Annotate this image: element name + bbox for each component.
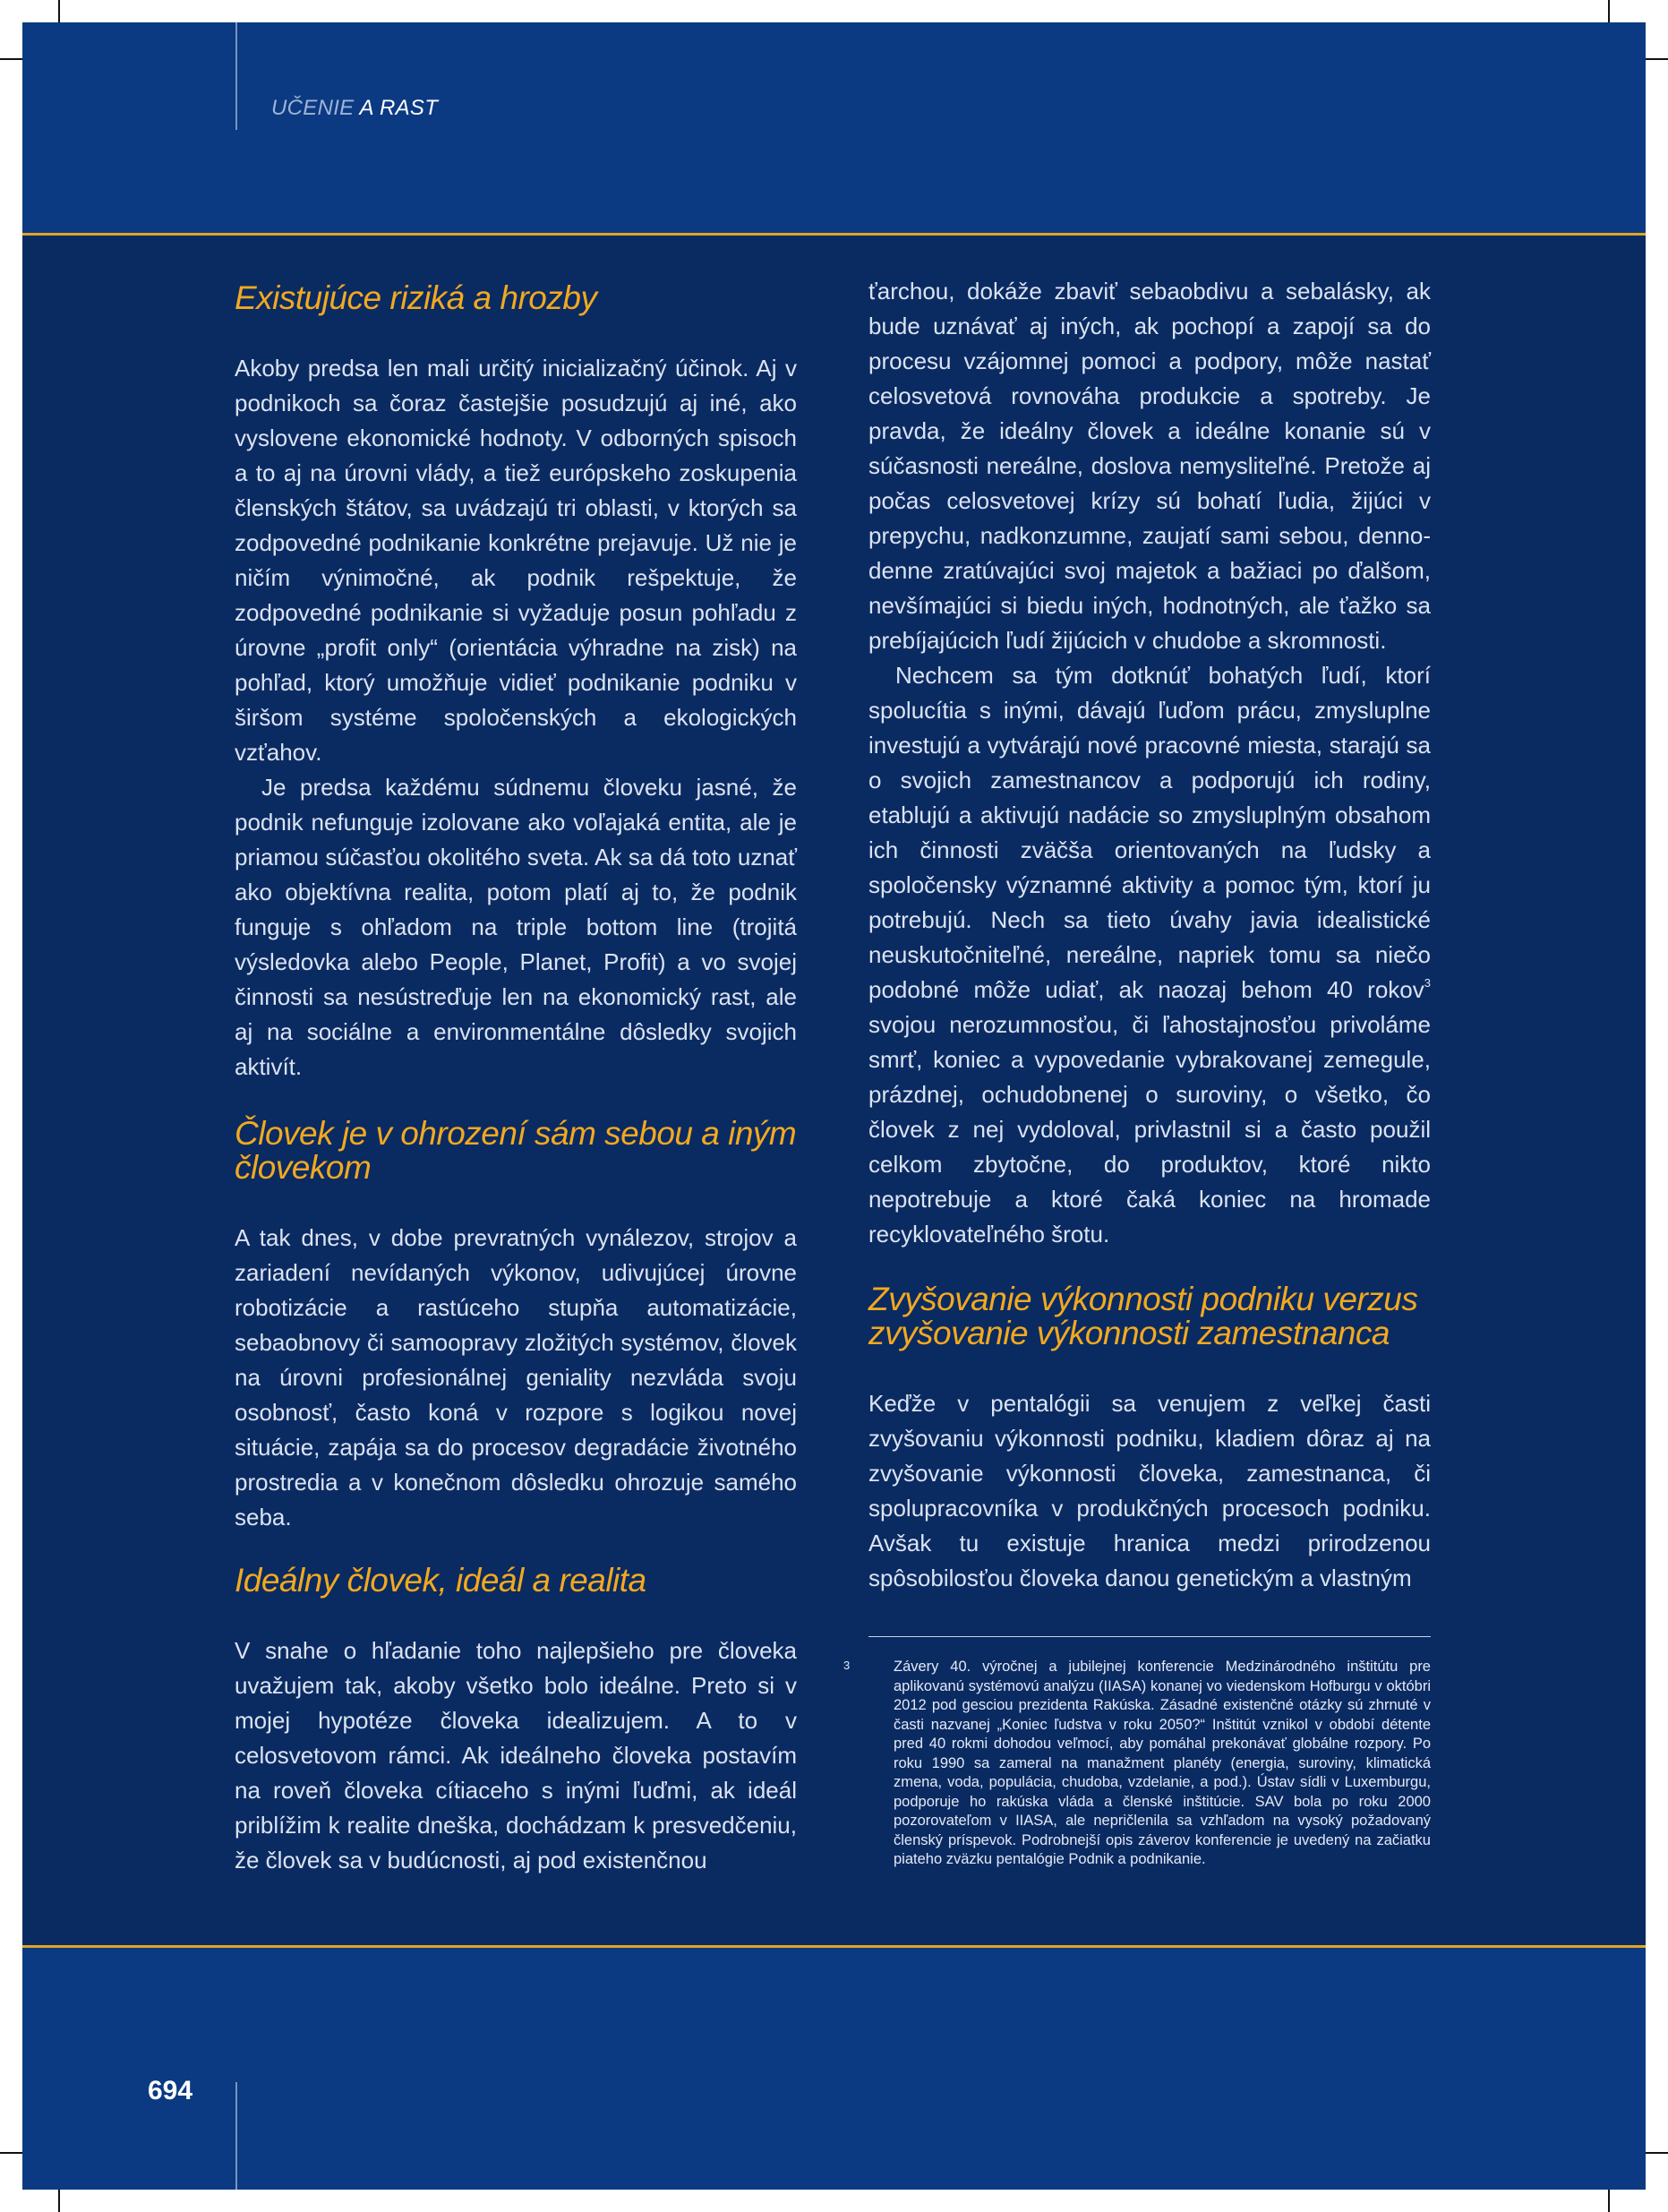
footnote-reference[interactable]: 3 xyxy=(1424,976,1431,990)
paragraph: Akoby predsa len mali určitý inicializačný účinok. Aj v podnikoch sa čoraz častejšie posudzujú aj iné, ako vyslovene ekonomické hodnoty. V odborných spisoch a to aj na úrovni vlády, a tiež európskeho zoskupenia členských štátov, sa uvádzajú tri oblasti, v ktorých sa zodpovedné podnikanie konkrétne prejavuje. Už nie je ničím výnimočné, ak podnik rešpektuje, že zodpovedné podnikanie si vyžaduje posun pohľadu z úrovne „profit only“ (orientácia výhradne na zisk) na pohľad, ktorý umožňuje vidieť podnikanie podniku v širšom systéme spoločenských a ekologických vzťahov. xyxy=(235,355,797,766)
page-number: 694 xyxy=(148,2076,193,2105)
heading-man-in-danger: Človek je v ohrození sám sebou a iným človekom xyxy=(235,1115,797,1186)
paragraph xyxy=(868,658,1431,1252)
footnote-number: 3 xyxy=(843,1659,851,1672)
heading-ideal-man: Ideálny človek, ideál a realita xyxy=(235,1562,646,1599)
header-rule xyxy=(235,22,237,130)
footnote xyxy=(843,1658,1431,1870)
paragraph: Je predsa každému súdnemu človeku jasné, že podnik nefunguje izolovane ako voľajaká entita, ale je priamou súčasťou okolitého sveta. Ak sa dá toto uznať ako objektívna realita, potom platí aj to, že podnik funguje s ohľadom na triple bottom line (trojitá výsledovka alebo People, Planet, Profit) a vo svojej činnosti sa nesústreďuje len na ekonomický rast, ale aj na sociálne a environmentálne dôsledky svojich aktivít. xyxy=(235,774,797,1080)
footnote-divider xyxy=(868,1636,1431,1637)
paragraph: ťarchou, dokáže zbaviť sebaobdivu a sebalásky, ak bude uznávať aj iných, ak pochopí a zapojí sa do procesu vzájomnej pomoci a podpory, môže nastať celosvetová rovnováha produkcie a spotreby. Je pravda, že ideálny človek a ideálne konanie sú v súčasnosti nereálne, doslova nemysliteľné. Pretože aj počas celosvetovej krízy sú bohatí ľudia, žijúci v prepychu, nadkonzumne, zaujatí sami sebou, denno-denne zratúvajúci svoj majetok a bažiaci po ďalšom, nevšímajúci si biedu iných, hodnotných, ale ťažko sa prebíjajúcich ľudí žijúcich v chudobe a skromnosti. xyxy=(868,278,1431,654)
footer-band xyxy=(22,1948,1646,2190)
paragraph: A tak dnes, v dobe prevratných vynálezov, strojov a zariadení nevídaných výkonov, udivujúcej úrovne robotizácie a rastúceho stupňa automatizácie, sebaobnovy či samoopravy zložitých systémov, človek na úrovni profesionálnej geniality nezvláda svoju osobnosť, často koná v rozpore s logikou novej situácie, zapája sa do procesov degradácie životného prostredia a v konečnom dôsledku ohrozuje samého seba. xyxy=(235,1224,797,1530)
running-header-part1: UČENIE xyxy=(271,96,355,120)
header-band xyxy=(22,22,1646,233)
page xyxy=(22,22,1646,2190)
running-header-part2: A RAST xyxy=(354,96,439,120)
footnote-text: Závery 40. výročnej a jubilejnej konferencie Medzinárodného inštitútu pre aplikovanú systémovú analýzu (IIASA) konanej vo viedenskom Hofburgu v októbri 2012 pod gesciou prezidenta Rakúska. Zásadné existenčné otázky sú zhrnuté v časti nazvanej „Koniec ľudstva v roku 2050?“ Inštitút vznikol v období détente pred 40 rokmi dohodou veľmocí, aby pomáhal prekonávať globálne rozpory. Po roku 1990 sa zameral na manažment planéty (energia, suroviny, klimatická zmena, voda, populácia, chudoba, vzdelanie, a pod.). Ústav sídli v Luxemburgu, podporuje ho rakúska vláda a členské inštitúcie. SAV bola po roku 2000 pozorovateľom v IIASA, ale nepričlenila sa vzhľadom na vysoký požadovaný členský príspevok. Podrobnejší opis záverov konferencie je uvedený na začiatku piateho zväzku pentalógie Podnik a podnikanie. xyxy=(894,1659,1431,1867)
footer-rule xyxy=(235,2082,237,2190)
left-column xyxy=(235,278,797,1878)
heading-performance: Zvyšovanie výkonnosti podniku verzus zvyšovanie výkonnosti zamestnanca xyxy=(868,1281,1418,1351)
paragraph-text: svojou nerozumnosťou, či ľahostajnosťou privoláme smrť, koniec a vypovedanie vybrakovanej zemegule, prázdnej, ochudobnenej o suroviny, o všetko, čo človek z nej vydoloval, privlastnil si a často použil celkom zbytočne, do produktov, ktoré nikto nepotrebuje a ktoré čaká koniec na hromade recyklovateľného šrotu. xyxy=(868,1011,1431,1247)
heading-existing-risks: Existujúce riziká a hrozby xyxy=(235,279,597,316)
paragraph-text: Nechcem sa tým dotknúť bohatých ľudí, ktorí spolucítia s inými, dávajú ľuďom prácu, zmysluplne investujú a vytvárajú nové pracovné miesta, starajú sa o svojich zamestnancov a podporujú ich rodiny, etablujú a aktivujú nadácie so zmysluplným obsahom ich činnosti zväčša orientovaných na ľudsky a spoločensky významné aktivity a pomoc tým, ktorí ju potrebujú. Nech sa tieto úvahy javia idealistické neuskutočniteľné, nereálne, napriek tomu sa niečo podobné môže udiať, ak naozaj behom 40 rokov xyxy=(868,662,1431,1003)
right-column xyxy=(868,278,1431,1596)
paragraph: V snahe o hľadanie toho najlepšieho pre človeka uvažujem tak, akoby všetko bolo ideálne. Preto si v mojej hypotéze človeka idealizujem. A to v celosvetovom rámci. Ak ideálneho človeka postavím na roveň človeka cítiaceho s inými ľuďmi, ak ideál priblížim k realite dneška, dochádzam k presvedčeniu, že človek sa v budúcnosti, aj pod existenčnou xyxy=(235,1637,797,1873)
running-header xyxy=(271,96,438,121)
paragraph: Keďže v pentalógii sa venujem z veľkej časti zvyšovaniu výkonnosti podniku, kladiem dôraz aj na zvyšovanie výkonnosti človeka, zamestnanca, či spolupracovníka v produkčných procesoch podniku. Avšak tu existuje hranica medzi prirodzenou spôsobilosťou človeka danou genetickým a vlastným xyxy=(868,1390,1431,1591)
